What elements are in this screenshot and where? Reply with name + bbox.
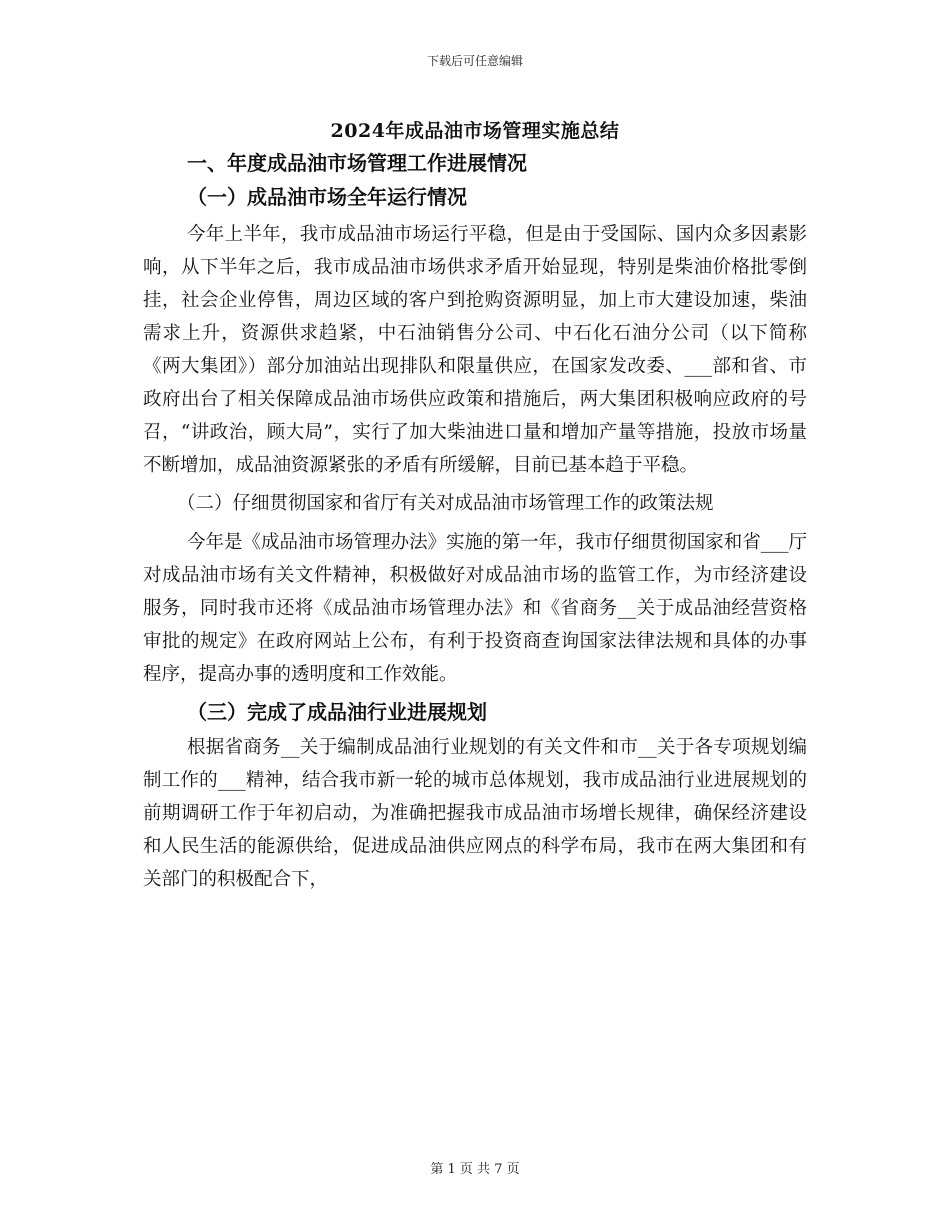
subsection-heading-1: （一）成品油市场全年运行情况 bbox=[187, 185, 467, 209]
document-title: 2024年成品油市场管理实施总结 bbox=[330, 120, 620, 142]
section-heading-1: 一、年度成品油市场管理工作进展情况 bbox=[187, 151, 527, 175]
subsection-heading-3: （三）完成了成品油行业进展规划 bbox=[187, 700, 487, 724]
header-note: 下载后可任意编辑 bbox=[426, 54, 523, 68]
paragraph-industry-planning: 根据省商务__关于编制成品油行业规划的有关文件和市__关于各专项规划编制工作的___精神，结合我市新一轮的城市总体规划，我市成品油行业进展规划的前期调研工作于年初启动，为准确把握我市成品油市场增长规律，确保经济建设和人民生活的能源供给，促进成品油供应网点的科学布局，我市在两大集团和有关部门的积极配合下， bbox=[143, 737, 807, 890]
paragraph-policy-implementation: 今年是《成品油市场管理办法》实施的第一年，我市仔细贯彻国家和省___厅对成品油市场有关文件精神，积极做好对成品油市场的监管工作，为市经济建设服务，同时我市还将《成品油市场管理办法》和《省商务__关于成品油经营资格审批的规定》在政府网站上公布，有利于投资商查询国家法律法规和具体的办事程序，提高办事的透明度和工作效能。 bbox=[143, 532, 807, 685]
document-body bbox=[143, 146, 807, 896]
paragraph-market-operation: 今年上半年，我市成品油市场运行平稳，但是由于受国际、国内众多因素影响，从下半年之后，我市成品油市场供求矛盾开始显现，特别是柴油价格批零倒挂，社会企业停售，周边区域的客户到抢购资源明显，加上市大建设加速，柴油需求上升，资源供求趋紧，中石油销售分公司、中石化石油分公司（以下简称《两大集团》）部分加油站出现排队和限量供应，在国家发改委、___部和省、市政府出台了相关保障成品油市场供应政策和措施后，两大集团积极响应政府的号召，“讲政治，顾大局”，实行了加大柴油进口量和增加产量等措施，投放市场量不断增加，成品油资源紧张的矛盾有所缓解，目前已基本趋于平稳。 bbox=[143, 224, 807, 476]
subsection-heading-2: （二）仔细贯彻国家和省厅有关对成品油市场管理工作的政策法规 bbox=[177, 493, 714, 514]
page-footer: 第 1 页 共 7 页 bbox=[430, 1162, 520, 1177]
